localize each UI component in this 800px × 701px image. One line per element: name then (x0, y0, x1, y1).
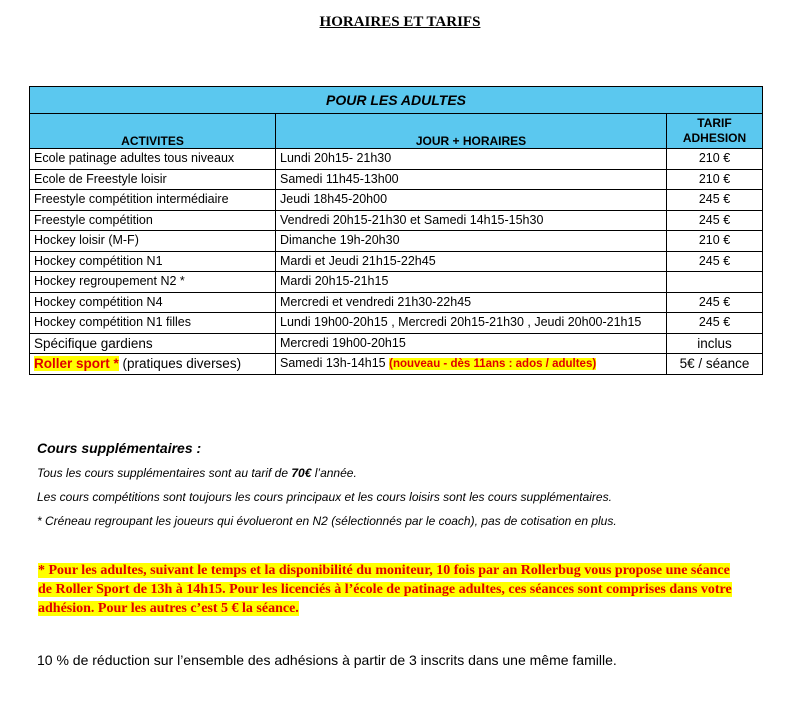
roller-sport-highlight: Roller sport * (34, 356, 119, 372)
supplements-line-2: Les cours compétitions sont toujours les cours principaux et les cours loisirs sont les cours supplémentaires. (37, 490, 612, 504)
tarif-cell: 210 € (667, 169, 763, 190)
supplements-line-1: Tous les cours supplémentaires sont au tarif de 70€ l’année. (37, 466, 357, 480)
header-activities: ACTIVITES (30, 114, 276, 149)
schedule-cell: Lundi 19h00-20h15 , Mercredi 20h15-21h30 , Jeudi 20h00-21h15 (276, 313, 667, 334)
tarif-cell: 245 € (667, 210, 763, 231)
tarif-cell: 5€ / séance (667, 354, 763, 375)
schedule-cell: Mercredi et vendredi 21h30-22h45 (276, 292, 667, 313)
table-row (30, 272, 763, 293)
activity-cell: Freestyle compétition intermédiaire (30, 190, 276, 211)
family-discount: 10 % de réduction sur l’ensemble des adhésions à partir de 3 inscrits dans une même famille. (37, 652, 617, 668)
supplements-title: Cours supplémentaires : (37, 440, 202, 456)
table-row (30, 292, 763, 313)
schedule-cell: Mardi et Jeudi 21h15-22h45 (276, 251, 667, 272)
schedule-cell (276, 354, 667, 375)
header-tarif-line1: TARIF (697, 116, 732, 130)
activity-cell: Hockey regroupement N2 * (30, 272, 276, 293)
activity-cell: Hockey compétition N1 (30, 251, 276, 272)
tarifs-table (29, 86, 763, 375)
schedule-cell: Mercredi 19h00-20h15 (276, 333, 667, 354)
tarif-cell: 210 € (667, 149, 763, 170)
header-tarif (667, 114, 763, 149)
supplements-line-3: * Créneau regroupant les joueurs qui évolueront en N2 (sélectionnés par le coach), pas de cotisation en plus. (37, 514, 617, 528)
tarif-cell: 210 € (667, 231, 763, 252)
activity-cell: Hockey compétition N4 (30, 292, 276, 313)
table-band-title: POUR LES ADULTES (30, 87, 763, 114)
activity-cell: Ecole de Freestyle loisir (30, 169, 276, 190)
activity-cell: Ecole patinage adultes tous niveaux (30, 149, 276, 170)
tarif-cell: inclus (667, 333, 763, 354)
activity-cell (30, 354, 276, 375)
header-tarif-line2: ADHESION (682, 131, 747, 145)
table-row (30, 231, 763, 252)
schedule-cell: Dimanche 19h-20h30 (276, 231, 667, 252)
schedule-cell: Jeudi 18h45-20h00 (276, 190, 667, 211)
table-row (30, 149, 763, 170)
tarif-cell: 245 € (667, 190, 763, 211)
table-row (30, 313, 763, 334)
schedule-cell: Samedi 11h45-13h00 (276, 169, 667, 190)
schedule-cell: Lundi 20h15- 21h30 (276, 149, 667, 170)
roller-sport-new-highlight: (nouveau - dès 11ans : ados / adultes) (389, 357, 597, 370)
header-schedule: JOUR + HORAIRES (276, 114, 667, 149)
roller-sport-rest: (pratiques diverses) (118, 356, 242, 372)
table-row-roller-sport (30, 354, 763, 375)
table-row (30, 210, 763, 231)
table-row (30, 333, 763, 354)
page-title: HORAIRES ET TARIFS (319, 14, 481, 30)
tarif-cell: 245 € (667, 292, 763, 313)
table-row (30, 251, 763, 272)
activity-cell: Freestyle compétition (30, 210, 276, 231)
schedule-cell: Mardi 20h15-21h15 (276, 272, 667, 293)
activity-cell: Hockey compétition N1 filles (30, 313, 276, 334)
table-row (30, 190, 763, 211)
tarif-cell: 245 € (667, 251, 763, 272)
table-row (30, 169, 763, 190)
schedule-cell: Vendredi 20h15-21h30 et Samedi 14h15-15h30 (276, 210, 667, 231)
roller-sport-note: * Pour les adultes, suivant le temps et la disponibilité du moniteur, 10 fois par an Rollerbug vous propose une séance de Roller Sport de 13h à 14h15. Pour les licenciés à l’école de patinage adultes, ces séances sont comprises dans votre adhésion. Pour les autres c’est 5 € la séance. (38, 563, 732, 616)
tarif-cell: 245 € (667, 313, 763, 334)
activity-cell: Spécifique gardiens (30, 333, 276, 354)
activity-cell: Hockey loisir (M-F) (30, 231, 276, 252)
tarif-cell (667, 272, 763, 293)
roller-sport-schedule: Samedi 13h-14h15 (280, 355, 390, 370)
